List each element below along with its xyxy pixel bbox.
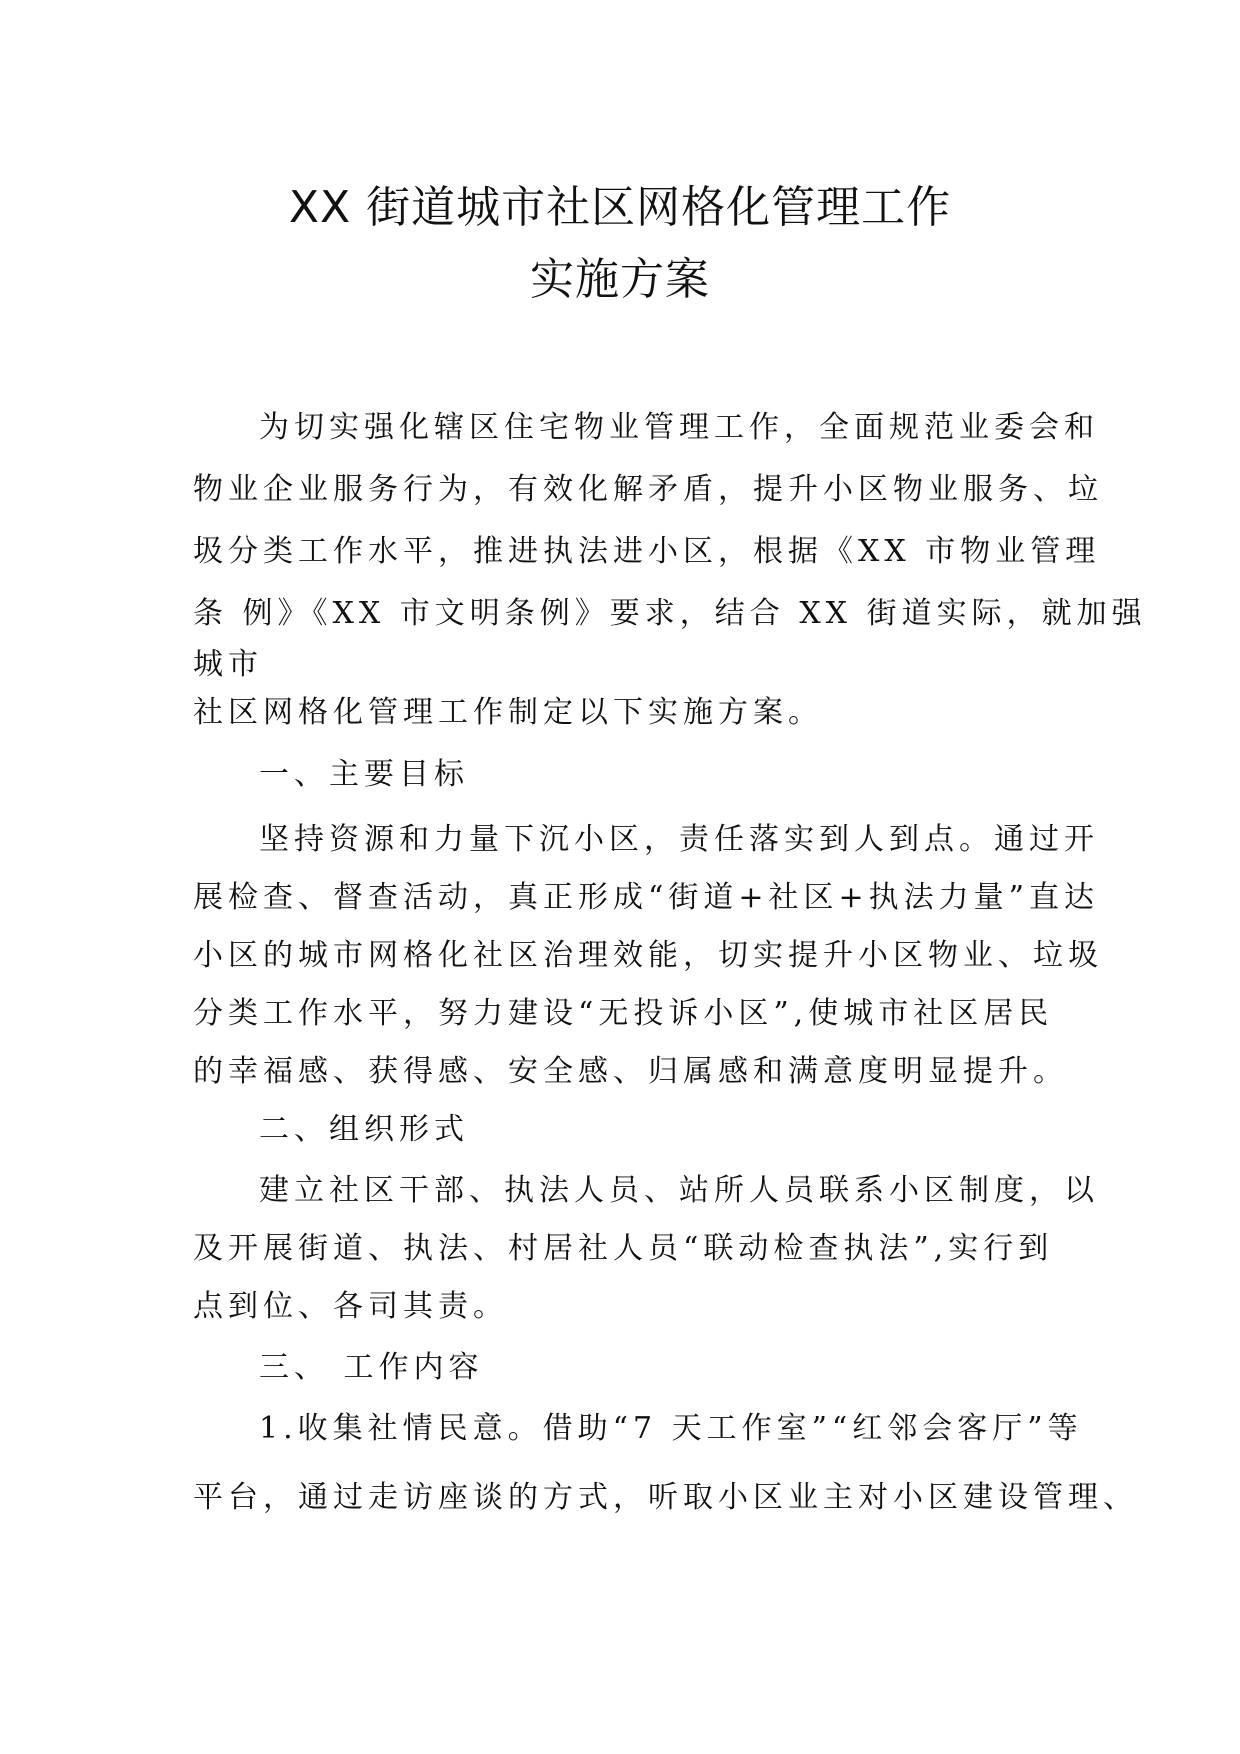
paragraph-goals-line-4: 分类工作水平，努力建设“无投诉小区”,使城市社区居民 xyxy=(193,996,1054,1031)
paragraph-goals-line-1: 坚持资源和力量下沉小区，责任落实到人到点。通过开 xyxy=(259,822,1099,857)
section-heading-main-goals: 一、主要目标 xyxy=(259,757,469,792)
document-title-line-1: XX 街道城市社区网格化管理工作 xyxy=(288,182,952,233)
section-heading-organization: 二、组织形式 xyxy=(259,1112,469,1147)
paragraph-goals-line-2: 展检查、督查活动，真正形成“街道+社区+执法力量”直达 xyxy=(193,880,1099,915)
paragraph-work-line-1: 1.收集社情民意。借助“7 天工作室”“红邻会客厅”等 xyxy=(259,1411,1083,1446)
paragraph-intro-line-3: 圾分类工作水平，推进执法进小区，根据《XX 市物业管理 xyxy=(193,534,1101,569)
paragraph-organization-line-1: 建立社区干部、执法人员、站所人员联系小区制度，以 xyxy=(259,1173,1099,1208)
document-title-line-2: 实施方案 xyxy=(530,254,710,305)
paragraph-intro-line-5: 城市 xyxy=(193,647,263,682)
paragraph-organization-line-2: 及开展街道、执法、村居社人员“联动检查执法”,实行到 xyxy=(193,1231,1054,1266)
paragraph-intro-line-4: 条 例》《XX 市文明条例》要求，结合 XX 街道实际，就加强 xyxy=(193,596,1147,631)
paragraph-organization-line-3: 点到位、各司其责。 xyxy=(193,1289,508,1324)
paragraph-intro-line-6: 社区网格化管理工作制定以下实施方案。 xyxy=(193,695,823,730)
paragraph-goals-line-3: 小区的城市网格化社区治理效能，切实提升小区物业、垃圾 xyxy=(193,938,1103,973)
paragraph-work-line-2: 平台，通过走访座谈的方式，听取小区业主对小区建设管理、 xyxy=(193,1480,1138,1515)
paragraph-intro-line-2: 物业企业服务行为，有效化解矛盾，提升小区物业服务、垃 xyxy=(193,472,1103,507)
section-heading-work-content: 三、 工作内容 xyxy=(259,1350,484,1385)
paragraph-goals-line-5: 的幸福感、获得感、安全感、归属感和满意度明显提升。 xyxy=(193,1054,1068,1089)
paragraph-intro-line-1: 为切实强化辖区住宅物业管理工作，全面规范业委会和 xyxy=(259,410,1099,445)
